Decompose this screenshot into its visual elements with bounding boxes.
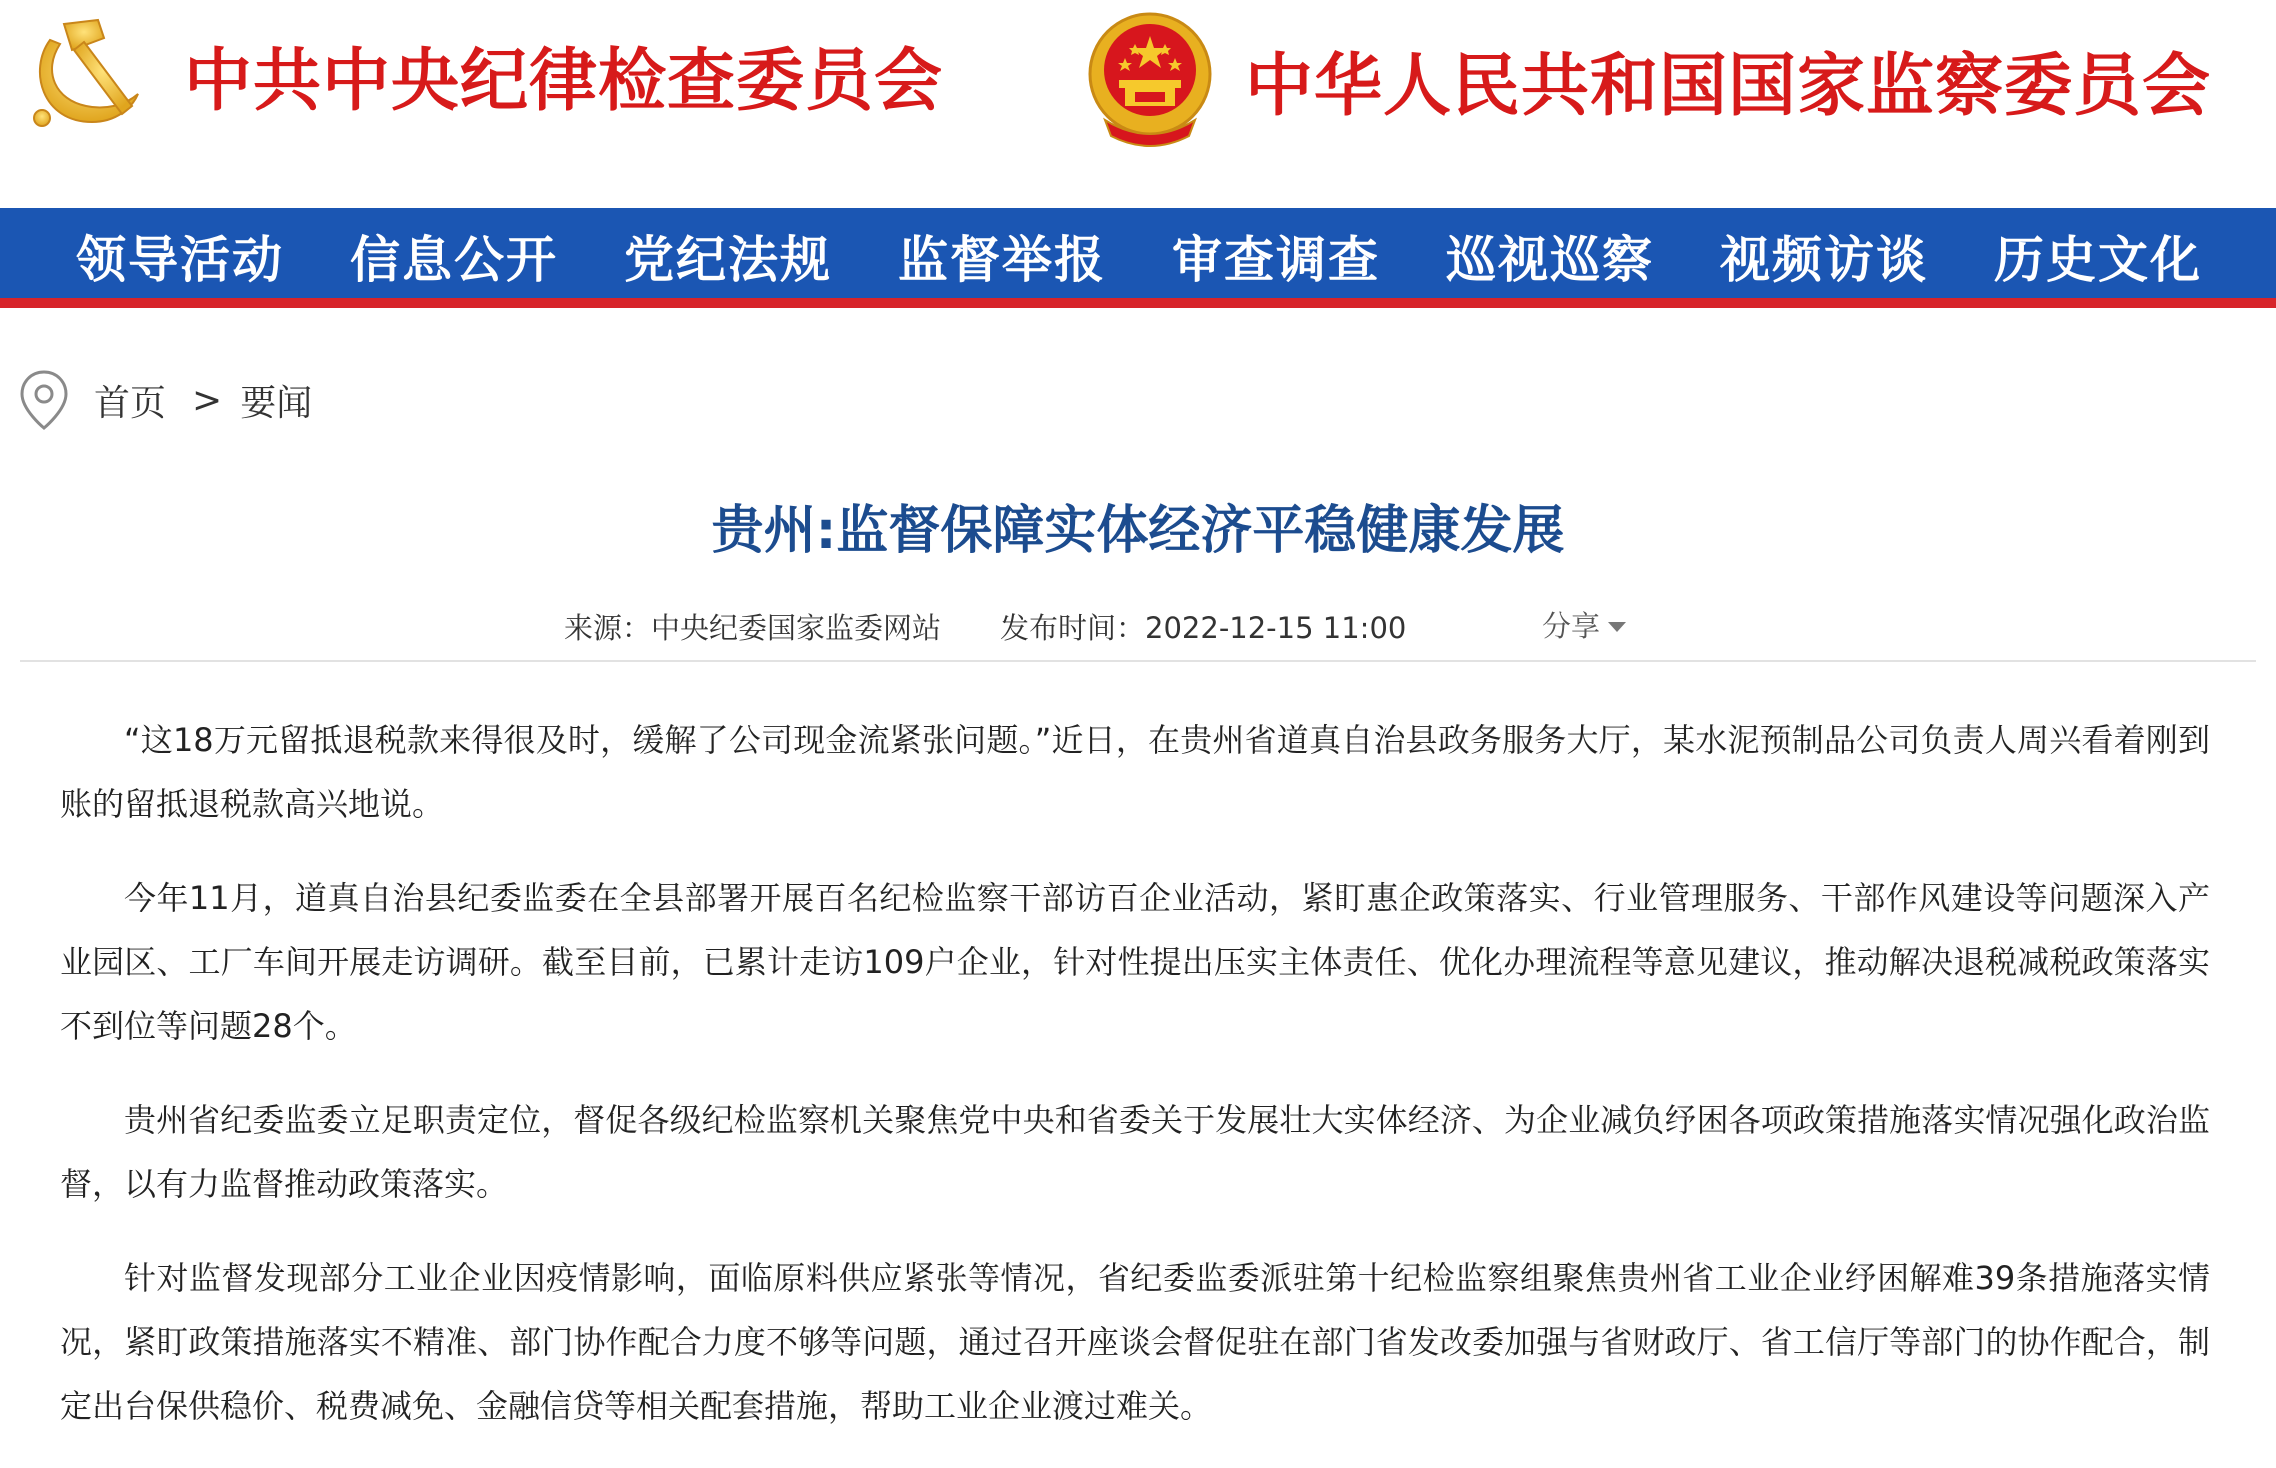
main-nav [0, 208, 2276, 306]
time-value: 2022-12-15 11:00 [1145, 611, 1407, 645]
breadcrumb-home-link[interactable]: 首页 [94, 382, 167, 424]
location-pin-icon [18, 368, 70, 432]
ccdi-title: 中共中央纪律检查委员会 [184, 40, 944, 121]
nav-item-inspection[interactable]: 巡视巡察 [1446, 230, 1654, 289]
source-label: 来源： [564, 611, 652, 645]
article-paragraph: 今年11月，道真自治县纪委监委在全县部署开展百名纪检监察干部访百企业活动，紧盯惠企政策落实、行业管理服务、干部作风建设等问题深入产业园区、工厂车间开展走访调研。截至目前，已累计走访109户企业，针对性提出压实主体责任、优化办理流程等意见建议，推动解决退税减税政策落实不到位等问题28个。 [60, 879, 2210, 1045]
site-header [0, 0, 2276, 208]
party-emblem-icon [20, 10, 150, 140]
article-paragraph: 贵州省纪委监委立足职责定位，督促各级纪检监察机关聚焦党中央和省委关于发展壮大实体经济、为企业减负纾困各项政策措施落实情况强化政治监督，以有力监督推动政策落实。 [60, 1101, 2210, 1203]
article-paragraph: “这18万元留抵退税款来得很及时，缓解了公司现金流紧张问题。”近日，在贵州省道真自治县政务服务大厅，某水泥预制品公司负责人周兴看着刚到账的留抵退税款高兴地说。 [60, 721, 2210, 823]
time-label: 发布时间： [1000, 611, 1146, 645]
national-emblem-icon [1085, 8, 1215, 152]
breadcrumb-separator: > [192, 379, 223, 421]
article-title: 贵州:监督保障实体经济平稳健康发展 [711, 501, 1565, 561]
nav-item-leadership[interactable]: 领导活动 [76, 230, 284, 289]
nav-item-party-regulations[interactable]: 党纪法规 [624, 230, 832, 289]
meta-divider [20, 660, 2256, 662]
source-value: 中央纪委国家监委网站 [651, 611, 942, 645]
share-button[interactable] [1542, 604, 1626, 645]
nav-item-supervision-report[interactable]: 监督举报 [898, 230, 1106, 289]
nav-item-history-culture[interactable]: 历史文化 [1994, 230, 2202, 289]
nav-accent-bar [0, 298, 2276, 308]
breadcrumb [18, 368, 312, 432]
nav-item-video-interview[interactable]: 视频访谈 [1720, 230, 1928, 289]
nav-item-info-disclosure[interactable]: 信息公开 [350, 230, 558, 289]
article-source [564, 606, 941, 647]
chevron-down-icon [1608, 622, 1626, 632]
share-label: 分享 [1542, 609, 1601, 643]
breadcrumb-current-link[interactable]: 要闻 [240, 382, 313, 424]
nsc-title: 中华人民共和国国家监察委员会 [1245, 45, 2212, 126]
article-body [60, 708, 2210, 1468]
article-publish-time [1000, 606, 1406, 647]
ccdi-brand[interactable] [20, 10, 943, 140]
article-paragraph: 针对监督发现部分工业企业因疫情影响，面临原料供应紧张等情况，省纪委监委派驻第十纪检监察组聚焦贵州省工业企业纾困解难39条措施落实情况，紧盯政策措施落实不精准、部门协作配合力度不够等问题，通过召开座谈会督促驻在部门省发改委加强与省财政厅、省工信厅等部门的协作配合，制定出台保供稳价、税费减免、金融信贷等相关配套措施，帮助工业企业渡过难关。 [60, 1259, 2210, 1425]
nav-item-investigation[interactable]: 审查调查 [1172, 230, 1380, 289]
nsc-brand[interactable] [1085, 8, 2211, 152]
